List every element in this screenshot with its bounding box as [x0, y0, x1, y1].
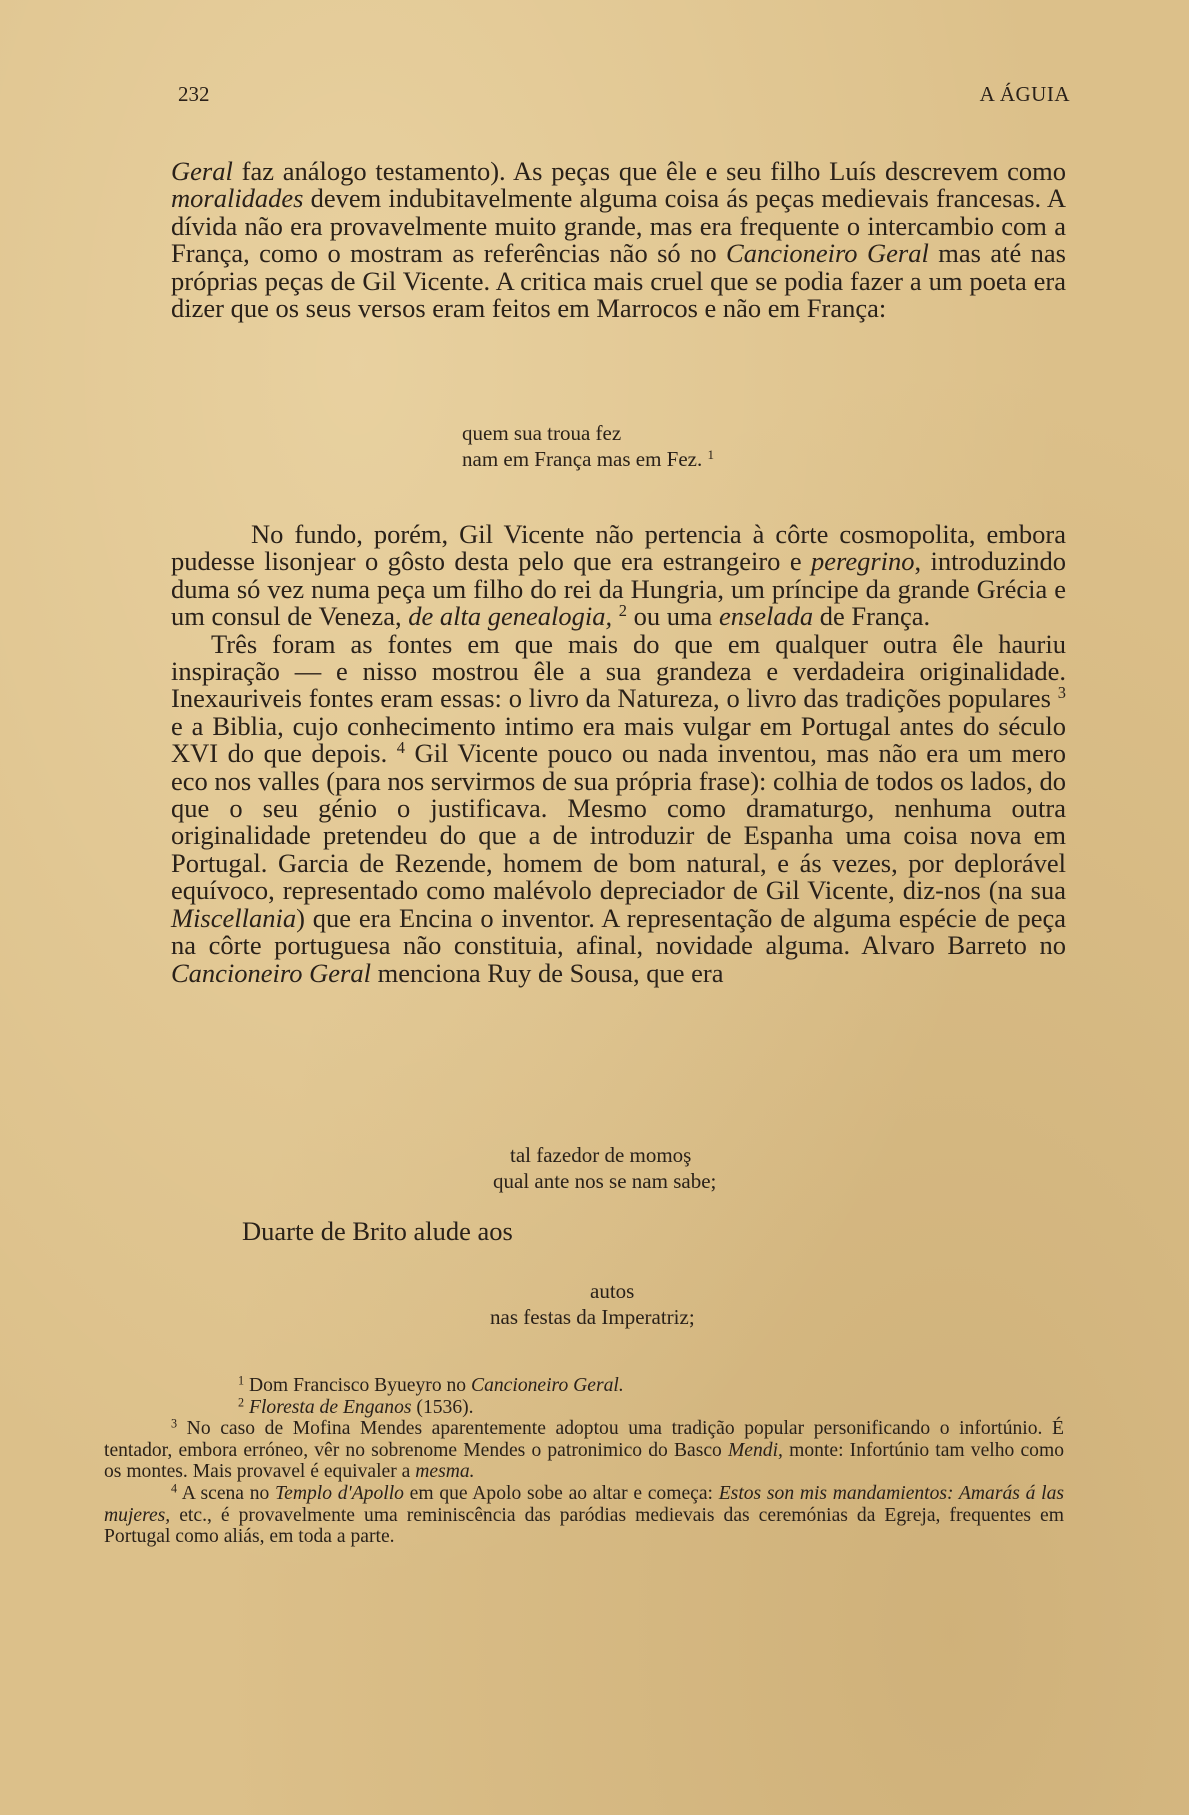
paragraph-3-text — [171, 628, 1066, 988]
page-header — [178, 82, 1070, 112]
footnote-3 — [104, 1418, 1064, 1483]
paragraph-2-text — [171, 521, 1066, 631]
italic-text: mesma. — [415, 1461, 475, 1483]
text-run: devem indubitavelmente alguma coisa ás peças medievais francesas. A dívida não era provavelmente muito grande, mas era frequente o intercambio com a França, como o mostram as referências não só no — [171, 183, 1066, 269]
italic-text: enselada — [718, 601, 814, 632]
footnote-ref: 2 — [618, 601, 627, 621]
text-run: Gil Vicente pouco ou nada inventou, mas não era um mero eco nos valles (para nos servirmos de sua própria frase): colhia de todos os lados, do que o seu génio o justificava. Mesmo como dramaturgo, nenhuma outra originalidade pretendeu do que a de introduzir de Espanha uma coisa nova em Portugal. Garcia de Rezende, homem de bom natural, e ás vezes, por deplorável equívoco, representado como malévolo depreciador de Gil Vicente, diz-nos (na sua — [171, 738, 1066, 906]
italic-text: Estos son mis mandamientos: Amarás á las mujeres, — [104, 1482, 1064, 1526]
italic-text: Miscellania — [171, 902, 297, 933]
text-run: No fundo, porém, Gil Vicente não pertencia à côrte cosmopolita, embora pudesse lisonjear o gôsto desta pelo que era estrangeiro e — [171, 519, 1066, 577]
text-run: (1536). — [411, 1396, 474, 1418]
italic-text: Cancioneiro Geral — [726, 238, 929, 269]
verse-line: autos — [590, 1279, 635, 1303]
text-run: monte: Infortúnio tam velho como os montes. Mais provavel é equivaler a — [104, 1439, 1064, 1483]
paragraph-1 — [171, 158, 1066, 322]
text-run: mas até nas próprias peças de Gil Vicente. A critica mais cruel que se podia fazer a um poeta era dizer que os seus versos eram feitos em Marrocos e não em França: — [171, 238, 1066, 324]
page-number: 232 — [178, 82, 210, 106]
text-run: A scena no — [177, 1482, 276, 1504]
footnote-ref: 2 — [238, 1394, 245, 1409]
italic-text: Geral — [171, 156, 233, 186]
italic-text: de alta genealogia, — [408, 601, 613, 632]
italic-text: Cancioneiro Geral — [171, 957, 371, 988]
text-run: menciona Ruy de Sousa, que era — [370, 957, 724, 988]
italic-text: Floresta de Enganos — [248, 1396, 412, 1418]
text-run — [612, 601, 619, 631]
paragraph-1-text — [171, 158, 1066, 322]
text-run: de França. — [813, 601, 931, 632]
paragraph-4 — [171, 1218, 1066, 1245]
paragraph-4-text: Duarte de Brito alude aos — [242, 1216, 513, 1246]
footnote-2 — [171, 1394, 1064, 1419]
footnote-ref: 3 — [1057, 683, 1066, 703]
text-run: ) que era Encina o inventor. A representação de alguma espécie de peça na côrte portuguesa não constituia, afinal, novidade alguma. Alvaro Barreto no — [171, 902, 1066, 961]
verse-line: qual ante nos se nam sabe; — [493, 1169, 717, 1193]
italic-text: peregrino — [811, 546, 915, 577]
text-run: , introduzindo duma só vez numa peça um filho do rei da Hungria, um príncipe da grande Grécia e um consul de Veneza, — [171, 546, 1066, 632]
italic-text: moralidades — [171, 183, 304, 214]
text-run: faz análogo testamento). As peças que êle e seu filho Luís descrevem como — [232, 156, 1066, 186]
verse-quote-3 — [490, 1278, 695, 1330]
italic-text: Cancioneiro Geral. — [471, 1375, 624, 1396]
text-run: ou uma — [626, 601, 719, 632]
verse-line: nas festas da Imperatriz; — [490, 1305, 695, 1329]
paragraph-2 — [171, 521, 1066, 987]
verse-quote-2 — [493, 1142, 716, 1194]
footnote-ref: 4 — [171, 1481, 178, 1496]
verse-line: nam em França mas em Fez. $^1$ — [462, 446, 715, 471]
text-run: No caso de Mofina Mendes aparentemente adoptou uma tradição popular personificando o infortúnio. É tentador, embora erróneo, vêr no sobrenome Mendes o patronimico do Basco — [104, 1418, 1064, 1461]
footnotes — [104, 1373, 1064, 1548]
italic-text: Templo d'Apollo — [275, 1482, 404, 1504]
text-run: e a Biblia, cujo conhecimento intimo era mais vulgar em Portugal antes do século XVI do que depois. — [171, 710, 1066, 769]
text-run: etc., é provavelmente uma reminiscência das paródias medievais das ceremónias da Egreja, frequentes em Portugal como aliás, em toda a parte. — [104, 1504, 1064, 1548]
footnote-ref: 1 — [707, 446, 715, 462]
verse-line: tal fazedor de momoş — [510, 1143, 692, 1167]
footnote-ref: 3 — [171, 1416, 178, 1431]
footnote-1 — [171, 1375, 1064, 1397]
footnote-4 — [104, 1483, 1064, 1548]
text-run: em que Apolo sobe ao altar e começa: — [403, 1482, 719, 1504]
verse-line: quem sua troua fez — [462, 421, 622, 445]
italic-text: Mendi, — [727, 1439, 783, 1461]
verse-quote-1 — [462, 420, 714, 472]
running-head: A ÁGUIA — [979, 82, 1070, 106]
text-run: Três foram as fontes em que mais do que em qualquer outra êle hauriu inspiração — e nisso mostrou êle a sua grandeza e verdadeira originalidade. Inexauriveis fontes eram essas: o livro da Natureza, o livro das tradições populares — [171, 628, 1066, 714]
text-run: Dom Francisco Byueyro no — [244, 1375, 472, 1396]
footnote-ref: 4 — [396, 738, 405, 758]
footnote-ref: 1 — [238, 1373, 245, 1388]
